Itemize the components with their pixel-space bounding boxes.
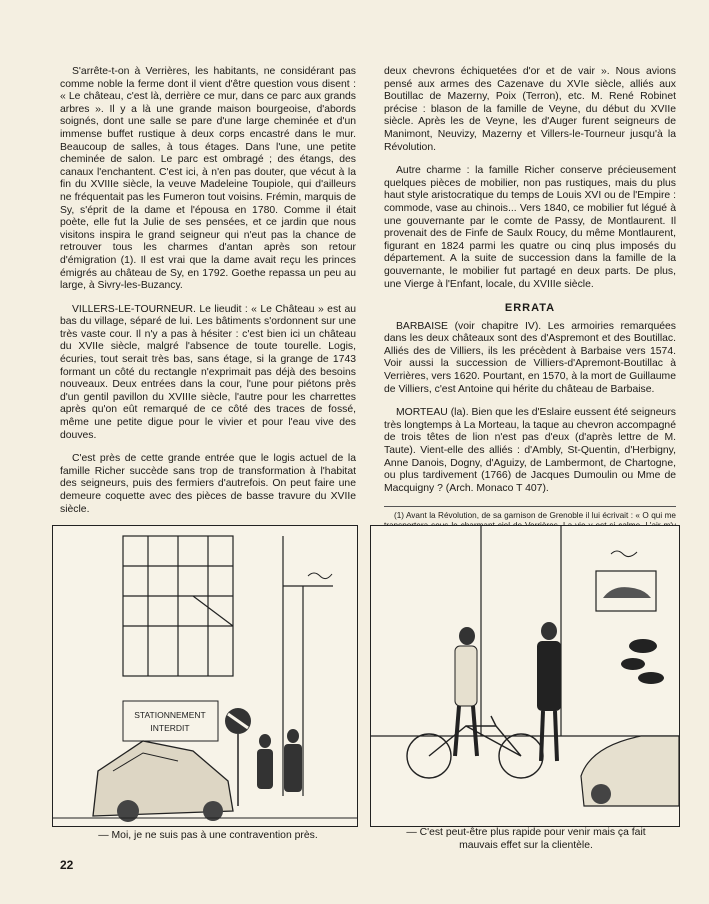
cartoon-right-caption-line2: mauvais effet sur la clientèle. <box>459 840 593 851</box>
errata-heading: ERRATA <box>504 302 556 315</box>
paragraph-famille-richer: C'est près de cette grande entrée que le logis actuel de la famille Richer succède sans trop de transformation à l'habitat des seigneurs, puis des fermiers d'autrefois. On peut faire une demeure coquette avec des pièces de basse travure du XVIIe siècle. <box>60 453 356 515</box>
right-text-column <box>384 66 676 560</box>
paragraph-chevrons: deux chevrons échiquetées d'or et de vair ». Nous avions pensé aux armes des Cazenave du XVIe siècle, alliés aux Boutillac de Mazerny, Poix (Terron), etc. M. René Robinet précise : blason de la famille de Veyne, du début du XVIIe siècle. Après les de Veyne, les d'Auger furent seigneurs de Manimont, Neuvizy, Mazerny et Villers-le-Tourneur jusqu'à la Révolution. <box>384 66 676 153</box>
footnote-text: (1) Avant la Révolution, de sa garnison de Grenoble il lui écrivait : « O qui me <box>394 511 676 521</box>
left-text-column <box>60 66 356 589</box>
sign-text-line1: STATIONNEMENT <box>134 710 206 720</box>
cartoon-left-frame <box>52 525 358 827</box>
sign-text-line2: INTERDIT <box>150 723 190 733</box>
cartoon-right-caption-line1: — C'est peut-être plus rapide pour venir mais ça fait <box>406 827 646 838</box>
paragraph-barbaise: BARBAISE (voir chapitre IV). Les armoiries remarquées dans les deux châteaux sont des d'Aspremont et des Boutillac. Alliés des de Villiers, ils les précèdent à Barbaise vers 1574. Voir aussi la succession de Villiers-d'Apremont-Boutillac à Verrières, vers 1620. Pourtant, en 1570, à la mort de Guillaume de Villiers, c'est Antoine qui hérite du château de Barbaise. <box>384 320 676 395</box>
cartoon-right-drawing <box>371 526 679 826</box>
paragraph-villers-le-tourneur: VILLERS-LE-TOURNEUR. Le lieudit : « Le Château » est au bas du village, séparé de lui. Les bâtiments s'ordonnent sur une très vaste cour. Il n'y a pas à hésiter : c'est bien ici un château du XVIIe siècle, malgré l'absence de toute tourelle. Logis, écuries, tout serait très bas, sans étage, si la grange de 1743 formant un côté du rectangle n'exprimait pas déjà des besoins nouveaux. Deux entrées dans la cour, l'une pour piétons près d'un gentil pavillon du XVIIIe siècle, l'autre pour les charrettes après qu'on eût remarqué de ce côté des traces de fossé, même une petite digue pour le vivier et pour l'eau vive des douves. <box>60 303 356 441</box>
paragraph-mobilier: Autre charme : la famille Richer conserve précieusement quelques pièces de mobilier, non pas rustiques, mais du plus haut style aristocratique du temps de Louis XVI ou de l'Empire : commode, vase au chinois... Vers 1840, ce mobilier fut légué à une gouvernante par le comte de Passy, de Montlaurent. Il provenait des de Finfe de Saulx Roucy, du même Montlaurent, figurant en 1824 parmi les quatre ou cinq plus imposés du département. A la suite de succession dans la famille de la gouvernante, le mobilier fut partagé en deux parts. De plus, une Vierge à l'Enfant, locale, du XVIIIe siècle. <box>384 165 676 290</box>
cartoon-left-caption: — Moi, je ne suis pas à une contravention près. <box>98 830 318 841</box>
cartoon-right-frame <box>370 525 680 827</box>
paragraph-morteau: MORTEAU (la). Bien que les d'Eslaire eussent été seigneurs très longtemps à La Morteau, la taque au chevron accompagné de trois têtes de lion n'est pas d'eux (d'après lettre de M. Taute). Vient-elle des alliés : d'Ambly, St-Quentin, d'Herbigny, Anne Danois, Dogny, d'Aguizy, de Lambermont, de Chartogne, ou plus tardivement (1766) de Jacques Dumoulin ou Mme de Macquigny ? (Arch. Monaco T 407). <box>384 407 676 494</box>
paragraph-verrieres: S'arrête-t-on à Verrières, les habitants, ne considérant pas comme noble la ferme dont il vient d'être question vous disent : « Le château, c'est là, derrière ce mur, dans ce parc aux grands arbres ». Il y a là une grande maison bourgeoise, d'abords soignés, dont une salle se pare d'une large cheminée et d'un immense buffet rustique à deux corps encastré dans le mur. Beaucoup de salles, à tous étages. Dans l'une, une petite cheminée de salon. Le parc est ombragé ; des étangs, des canaux l'enchantent. C'est ici, à n'en pas douter, que vécut à la fin du XVIIIe siècle, la veuve Madeleine Toupiole, qui d'ailleurs ne fréquentait pas les Fumeron tout voisins. Frémin, marquis de Sy, s'éprit de la dame et l'épousa en 1780. Comme il était poète, elle fut la Julie de ses pensées, et ce jardin que nous visitons inspira le grand seigneur qui n'eut pas la chance de retrouver tous les charmes d'antan après son retour d'émigration (1). Il est vrai que la dame avait reçu les princes émigrés au château de Sy, en 1792. Goethe repassa un peu au large, à Sivry-les-Buzancy. <box>60 66 356 292</box>
cartoon-right-caption <box>376 826 676 852</box>
page-number: 22 <box>60 858 74 872</box>
cartoon-left-drawing <box>53 526 357 826</box>
